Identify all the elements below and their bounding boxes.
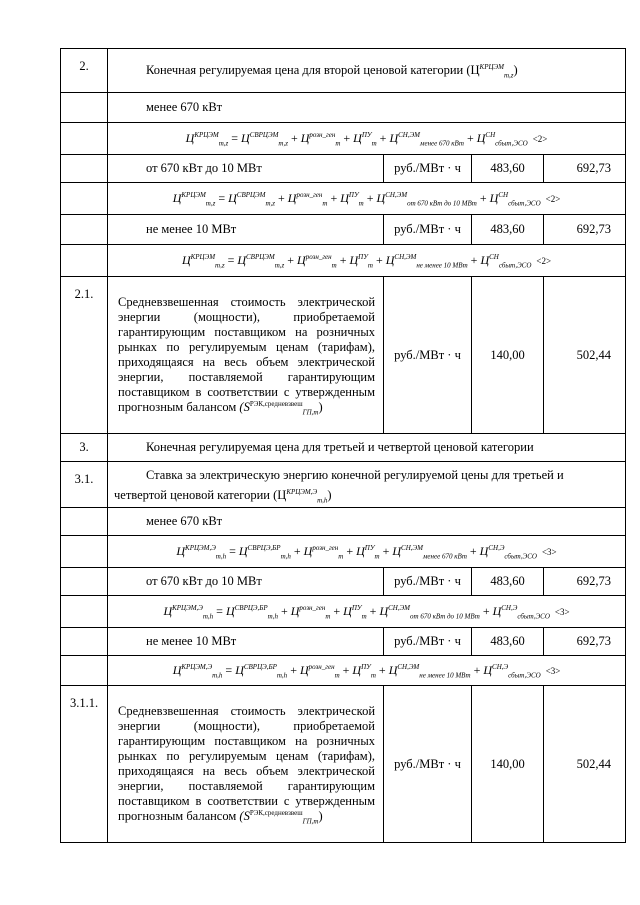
row-number: 2.: [61, 49, 108, 93]
unit-cell: руб./МВт · ч: [384, 155, 472, 183]
formula-row: [61, 245, 626, 277]
unit-cell: руб./МВт · ч: [384, 215, 472, 245]
value-cell: 692,73: [544, 215, 626, 245]
balance-symbol: $(S^{РЭК,средневзвеш}_{ГП,m})$: [239, 399, 323, 417]
power-range-label: менее 670 кВт: [108, 93, 626, 123]
table-row: [61, 93, 626, 123]
empty-cell: [61, 596, 108, 628]
empty-cell: [61, 656, 108, 686]
unit-cell: руб./МВт · ч: [384, 568, 472, 596]
empty-cell: [61, 568, 108, 596]
power-range-label: не менее 10 МВт: [108, 628, 384, 656]
price-formula: $Ц^{КРЦЭМ,Э}_{m,h} = Ц^{СВРЦЭ,БР}_{m,h} + Ц^{розн\_ген}_m + Ц^{ПУ}_m + Ц^{СН,ЭМ}_{не менее 10 МВт} + Ц^{СН,Э}_{сбыт,ЭСО} <3>$: [108, 656, 626, 686]
description-text: Средневзвешенная стоимость электрической энергии (мощности), приобретаемой гарантирующим поставщиком на розничных рынках по регулируемым ценам (тарифам), приходящаяся на весь объем электрической энергии, поставляемой гарантирующим поставщиком в соответствии с утвержденным прогнозным балансом $(S^{РЭК,средневзвеш}_{ГП,m})$: [118, 295, 376, 417]
table-row: [61, 434, 626, 462]
description-cell: [108, 686, 384, 843]
section-title-text: Конечная регулируемая цена для второй ценовой категории: [146, 63, 464, 77]
empty-cell: [61, 628, 108, 656]
value-cell: 483,60: [472, 628, 544, 656]
table-row: [61, 277, 626, 434]
formula-row: [61, 596, 626, 628]
description-cell: [108, 277, 384, 434]
formula-row: [61, 656, 626, 686]
empty-cell: [61, 155, 108, 183]
price-formula: $Ц^{КРЦЭМ}_{m,z} = Ц^{СВРЦЭМ}_{m,z} + Ц^{розн\_ген}_m + Ц^{ПУ}_m + Ц^{СН,ЭМ}_{от 670 кВт до 10 МВт} + Ц^{СН}_{сбыт,ЭСО} <2>$: [108, 183, 626, 215]
formula-row: [61, 183, 626, 215]
formula-row: [61, 536, 626, 568]
unit-cell: руб./МВт · ч: [384, 686, 472, 843]
section-title-text: Ставка за электрическую энергию конечной регулируемой цены для третьей и четвертой ценовой категории: [114, 467, 564, 502]
value-cell: 502,44: [544, 277, 626, 434]
power-range-label: от 670 кВт до 10 МВт: [108, 568, 384, 596]
empty-cell: [61, 245, 108, 277]
section-title: [108, 49, 626, 93]
value-cell: 140,00: [472, 277, 544, 434]
price-formula: $Ц^{КРЦЭМ,Э}_{m,h} = Ц^{СВРЦЭ,БР}_{m,h} + Ц^{розн\_ген}_m + Ц^{ПУ}_m + Ц^{СН,ЭМ}_{от 670 кВт до 10 МВт} + Ц^{СН,Э}_{сбыт,ЭСО} <3>$: [108, 596, 626, 628]
table-row: [61, 508, 626, 536]
section-title: Конечная регулируемая цена для третьей и четвертой ценовой категории: [108, 434, 626, 462]
empty-cell: [61, 93, 108, 123]
unit-cell: руб./МВт · ч: [384, 277, 472, 434]
balance-symbol: $(S^{РЭК,средневзвеш}_{ГП,m})$: [239, 808, 323, 826]
value-cell: 502,44: [544, 686, 626, 843]
price-formula: $Ц^{КРЦЭМ,Э}_{m,h} = Ц^{СВРЦЭ,БР}_{m,h} + Ц^{розн\_ген}_m + Ц^{ПУ}_m + Ц^{СН,ЭМ}_{менее 670 кВт} + Ц^{СН,Э}_{сбыт,ЭСО} <3>$: [108, 536, 626, 568]
row-number: 3.1.1.: [61, 686, 108, 843]
empty-cell: [61, 215, 108, 245]
row-number: 2.1.: [61, 277, 108, 434]
value-cell: 692,73: [544, 155, 626, 183]
table-row: [61, 155, 626, 183]
section-title: [108, 462, 626, 508]
tariff-table: [60, 48, 626, 843]
row-number: 3.1.: [61, 462, 108, 508]
table-row: [61, 462, 626, 508]
value-cell: 483,60: [472, 568, 544, 596]
empty-cell: [61, 123, 108, 155]
table-row: [61, 628, 626, 656]
empty-cell: [61, 536, 108, 568]
value-cell: 692,73: [544, 568, 626, 596]
power-range-label: от 670 кВт до 10 МВт: [108, 155, 384, 183]
price-formula: $Ц^{КРЦЭМ}_{m,z} = Ц^{СВРЦЭМ}_{m,z} + Ц^{розн\_ген}_m + Ц^{ПУ}_m + Ц^{СН,ЭМ}_{не менее 10 МВт} + Ц^{СН}_{сбыт,ЭСО} <2>$: [108, 245, 626, 277]
title-symbol: $(Ц^{КРЦЭМ}_{m,z})$: [466, 62, 518, 80]
power-range-label: менее 670 кВт: [108, 508, 626, 536]
empty-cell: [61, 183, 108, 215]
value-cell: 140,00: [472, 686, 544, 843]
table-row: [61, 49, 626, 93]
table-row: [61, 215, 626, 245]
row-number: 3.: [61, 434, 108, 462]
value-cell: 483,60: [472, 215, 544, 245]
value-cell: 692,73: [544, 628, 626, 656]
power-range-label: не менее 10 МВт: [108, 215, 384, 245]
price-formula: $Ц^{КРЦЭМ}_{m,z} = Ц^{СВРЦЭМ}_{m,z} + Ц^{розн\_ген}_m + Ц^{ПУ}_m + Ц^{СН,ЭМ}_{менее 670 кВт} + Ц^{СН}_{сбыт,ЭСО} <2>$: [108, 123, 626, 155]
unit-cell: руб./МВт · ч: [384, 628, 472, 656]
value-cell: 483,60: [472, 155, 544, 183]
table-row: [61, 568, 626, 596]
title-symbol: $(Ц^{КРЦЭМ,Э}_{m,h})$: [273, 487, 332, 504]
description-text: Средневзвешенная стоимость электрической энергии (мощности), приобретаемой гарантирующим поставщиком на розничных рынках по регулируемым ценам (тарифам), приходящаяся на весь объем электрической энергии, поставляемой гарантирующим поставщиком в соответствии с утвержденным прогнозным балансом $(S^{РЭК,средневзвеш}_{ГП,m})$: [118, 704, 376, 826]
empty-cell: [61, 508, 108, 536]
formula-row: [61, 123, 626, 155]
table-row: [61, 686, 626, 843]
